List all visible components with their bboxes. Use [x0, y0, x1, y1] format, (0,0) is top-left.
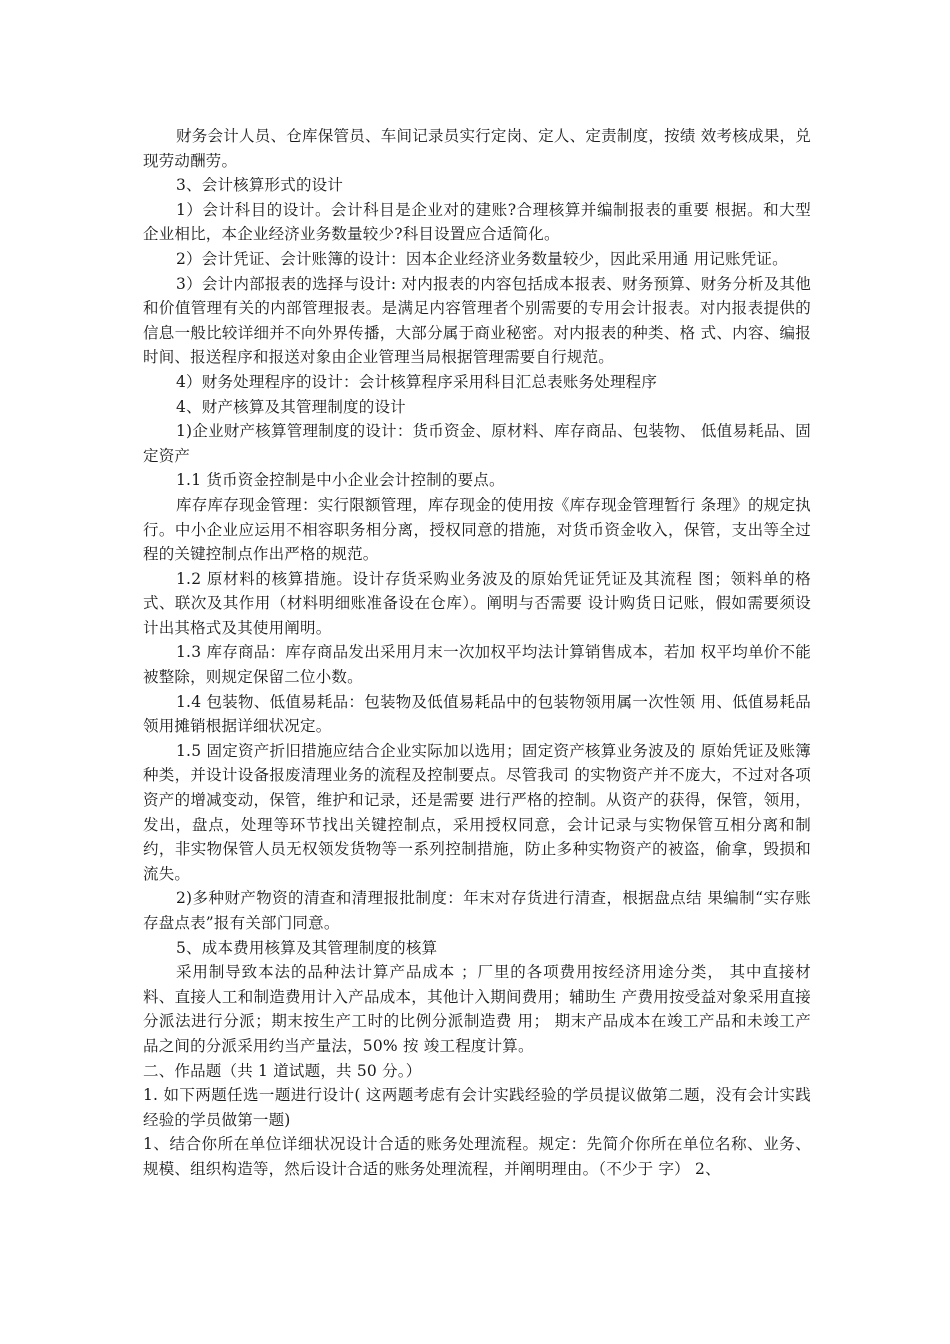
document-body: [143, 124, 811, 1182]
paragraph-12: 1.3 库存商品：库存商品发出采用月末一次加权平均法计算销售成本，若加 权平均单价不能被整除，则规定保留二位小数。: [143, 643, 811, 687]
paragraph-4: 2）会计凭证、会计账簿的设计：因本企业经济业务数量较少，因此采用通 用记账凭证。: [176, 249, 788, 268]
paragraph-3: 1）会计科目的设计。会计科目是企业对的建账?合理核算并编制报表的重要 根据。和大型企业相比，本企业经济业务数量较少?科目设置应合适简化。: [143, 200, 811, 244]
paragraph-5: 3）会计内部报表的选择与设计: 对内报表的内容包括成本报表、财务预算、财务分析及其他和价值管理有关的内部管理报表。是满足内容管理者个别需要的专用会计报表。对内报表提供的 信息一般比较详细并不向外界传播，大部分属于商业秘密。对内报表的种类、格 式、内容、编报时间、报送程序和报送对象由企业管理当局根据管理需要自行规范。: [143, 274, 811, 367]
paragraph-13: 1.4 包装物、低值易耗品：包装物及低值易耗品中的包装物领用属一次性领 用、低值易耗品领用摊销根据详细状况定。: [143, 692, 811, 736]
paragraph-17: 采用制导致本法的品种法计算产品成本 ；厂里的各项费用按经济用途分类， 其中直接材料、直接人工和制造费用计入产品成本，其他计入期间费用；辅助生 产费用按受益对象采用直接分派法进行分派；期末按生产工时的比例分派制造费 用； 期末产品成本在竣工产品和未竣工产品之间的分派采用约当产量法，50% 按 竣工程度计算。: [143, 963, 811, 1055]
paragraph-9: 1.1 货币资金控制是中小企业会计控制的要点。: [176, 471, 505, 490]
paragraph-6: 4）财务处理程序的设计：会计核算程序采用科目汇总表账务处理程序: [176, 372, 658, 391]
paragraph-10: 库存库存现金管理：实行限额管理，库存现金的使用按《库存现金管理暂行 条理》的规定执行。中小企业应运用不相容职务相分离，授权同意的措施，对货币资金收入，保管，支出等全过程的关键控制点作出严格的规范。: [143, 495, 811, 564]
heading-4: 4、财产核算及其管理制度的设计: [176, 397, 406, 416]
paragraph-14: 1.5 固定资产折旧措施应结合企业实际加以选用；固定资产核算业务波及的 原始凭证及账簿种类，并设计设备报废清理业务的流程及控制要点。尽管我司 的实物资产并不庞大，不过对各项资产的增减变动，保管，维护和记录，还是需要 进行严格的控制。从资产的获得，保管，领用，发出，盘点，处理等环节找出关键控制点，采用授权同意，会计记录与实物保管互相分离和制约，非实物保管人员无权领发货物等一系列控制措施，防止多种实物资产的被盗，偷拿，毁损和流失。: [143, 741, 811, 883]
heading-3: 3、会计核算形式的设计: [176, 176, 344, 195]
paragraph-11: 1.2 原材料的核算措施。设计存货采购业务波及的原始凭证凭证及其流程 图；领料单的格式、联次及其作用（材料明细账准备设在仓库）。阐明与否需要 设计购货日记账，假如需要须设计出其格式及其使用阐明。: [143, 569, 811, 637]
paragraph-15: 2)多种财产物资的清查和清理报批制度：年末对存货进行清查，根据盘点结 果编制“实存账存盘点表”报有关部门同意。: [143, 889, 811, 932]
question-1: 1. 如下两题任选一题进行设计( 这两题考虑有会计实践经验的学员提议做第二题，没有会计实践经验的学员做第一题): [143, 1086, 811, 1129]
question-1-option-1: 1、结合你所在单位详细状况设计合适的账务处理流程。规定：先简介你所在单位名称、业务、 规模、组织构造等，然后设计合适的账务处理流程，并阐明理由。（不少于 字） 2、: [143, 1135, 811, 1178]
paragraph-1: 财务会计人员、仓库保管员、车间记录员实行定岗、定人、定责制度，按绩 效考核成果，兑现劳动酬劳。: [143, 127, 811, 170]
paragraph-8: 1)企业财产核算管理制度的设计：货币资金、原材料、库存商品、包装物、 低值易耗品、固定资产: [143, 422, 811, 465]
heading-5: 5、成本费用核算及其管理制度的核算: [176, 938, 438, 957]
section-heading-2: 二、作品题（共 1 道试题，共 50 分。）: [143, 1061, 422, 1080]
